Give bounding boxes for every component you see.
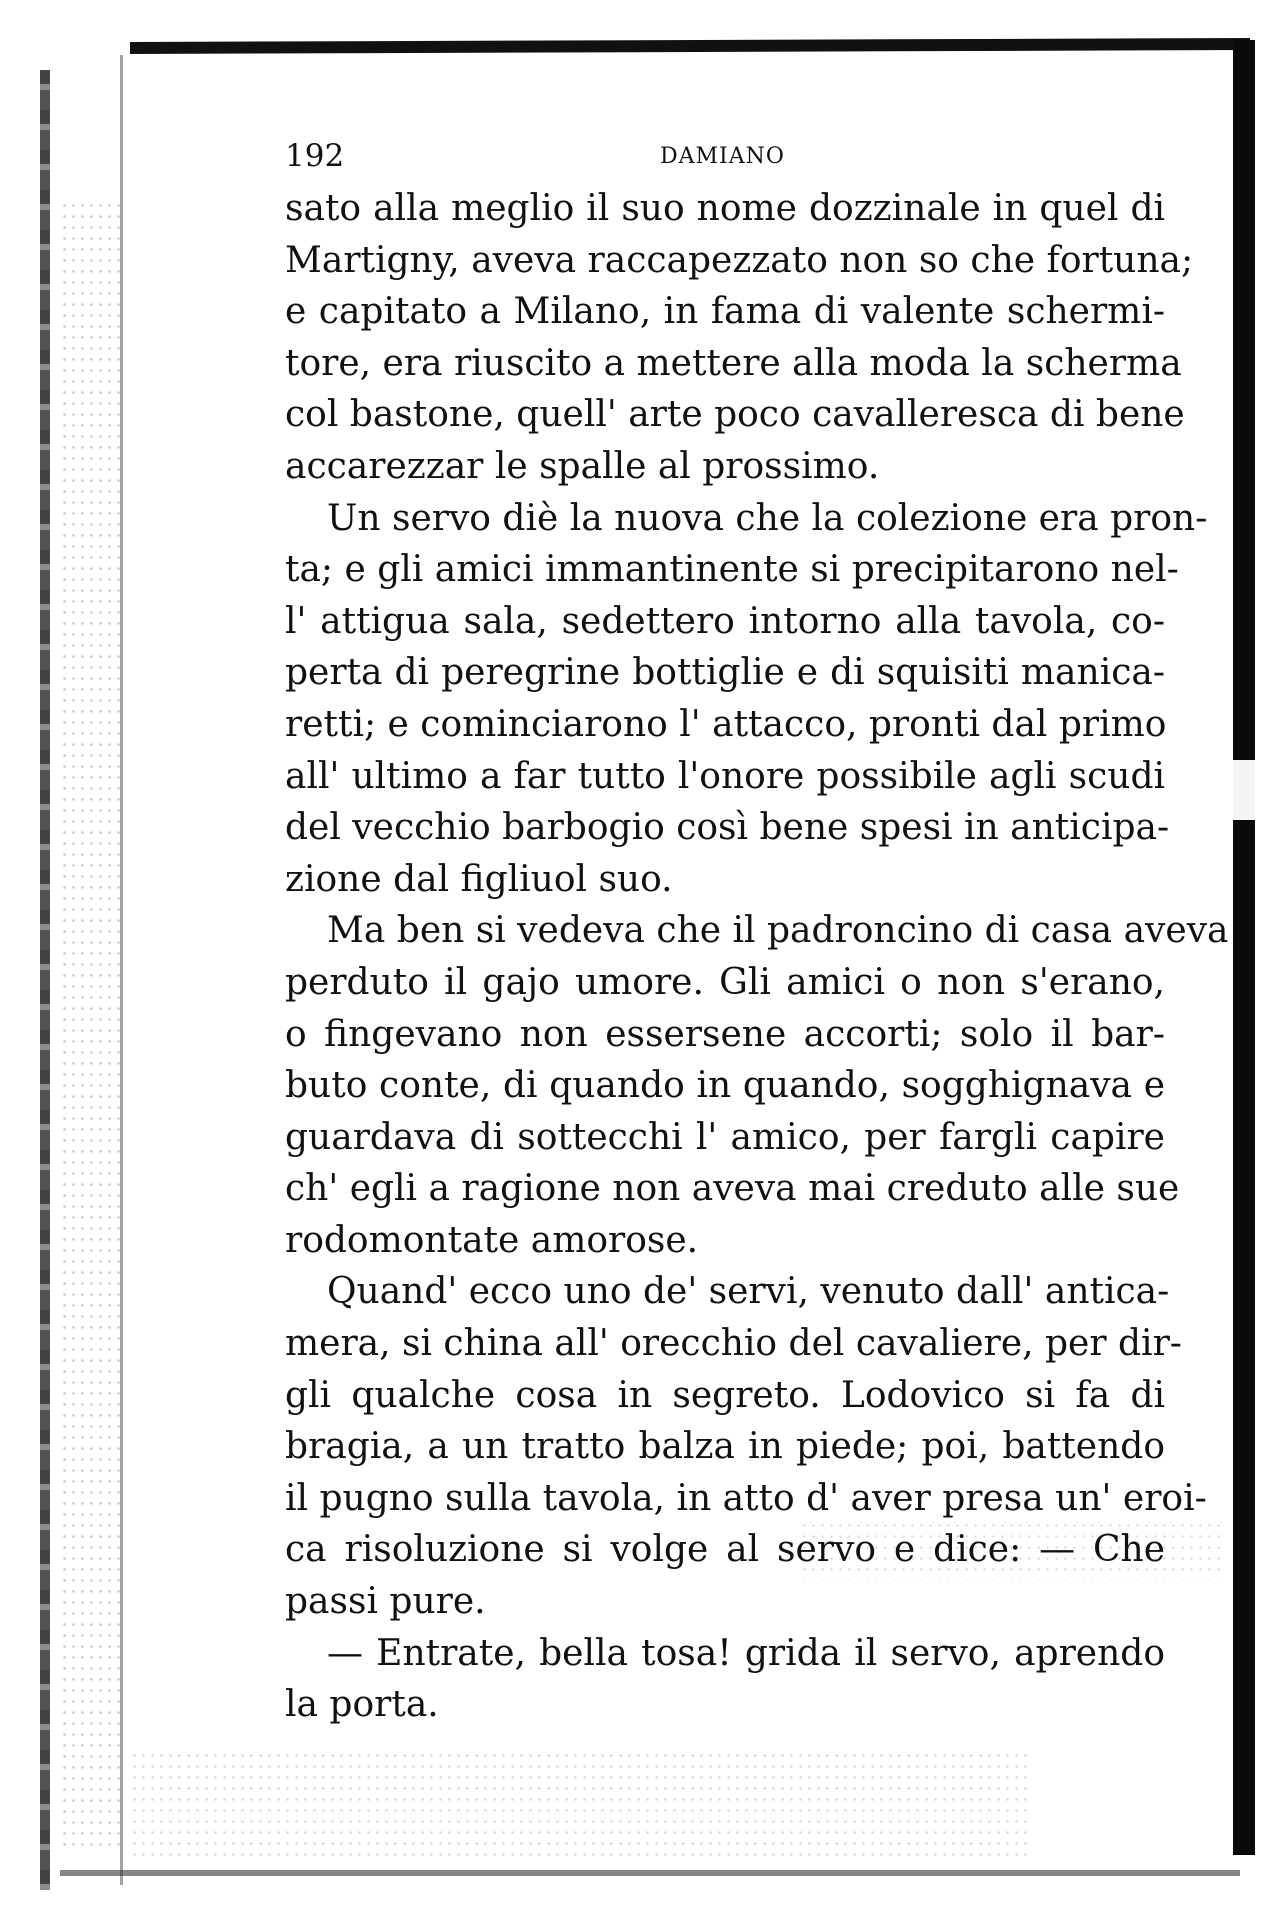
- text-line: l' attigua sala, sedettero intorno alla tavola, co-: [285, 600, 1165, 642]
- page-edge-left-inner: [120, 55, 123, 1885]
- text-line: Un servo diè la nuova che la colezione era pron-: [327, 497, 1208, 539]
- text-line: retti; e cominciarono l' attacco, pronti dal primo: [285, 703, 1167, 745]
- text-line: ca risoluzione si volge al servo e dice: — Che: [285, 1529, 1165, 1571]
- text-line: Ma ben si vedeva che il padroncino di casa aveva: [327, 910, 1229, 952]
- text-line: buto conte, di quando in quando, sogghignava e: [285, 1065, 1165, 1107]
- text-line: gli qualche cosa in segreto. Lodovico si fa di: [285, 1374, 1165, 1416]
- scan-noise-bottom: [130, 1750, 1030, 1860]
- text-line: perta di peregrine bottiglie e di squisiti manica-: [285, 652, 1165, 694]
- page-edge-left: [40, 70, 50, 1890]
- text-line: e capitato a Milano, in fama di valente schermi-: [285, 291, 1165, 333]
- page-edge-top: [130, 38, 1250, 54]
- body-text: [285, 183, 1229, 1731]
- text-line: sato alla meglio il suo nome dozzinale in quel di: [285, 188, 1165, 229]
- text-line: tore, era riuscito a mettere alla moda la scherma: [285, 342, 1182, 384]
- text-line: perduto il gajo umore. Gli amici o non s'erano,: [285, 961, 1165, 1003]
- text-line: Quand' ecco uno de' servi, venuto dall' antica-: [327, 1271, 1170, 1313]
- text-line: — Entrate, bella tosa! grida il servo, aprendo: [327, 1632, 1165, 1674]
- text-line: rodomontate amorose.: [285, 1219, 699, 1261]
- text-line: la porta.: [285, 1684, 439, 1726]
- text-line: all' ultimo a far tutto l'onore possibile agli scudi: [285, 755, 1165, 797]
- text-line: zione dal figliuol suo.: [285, 858, 673, 900]
- text-line: ch' egli a ragione non aveva mai creduto alle sue: [285, 1168, 1180, 1210]
- page-edge-right: [1233, 40, 1255, 1855]
- text-line: o fingevano non essersene accorti; solo il bar-: [285, 1013, 1165, 1055]
- text-line: bragia, a un tratto balza in piede; poi, battendo: [285, 1426, 1165, 1468]
- page-edge-right-gap: [1233, 760, 1255, 820]
- text-line: Martigny, aveva raccapezzato non so che fortuna;: [285, 239, 1194, 281]
- text-line: accarezzar le spalle al prossimo.: [285, 445, 880, 487]
- page-edge-bottom: [60, 1870, 1240, 1876]
- text-line: il pugno sulla tavola, in atto d' aver presa un' eroi-: [285, 1477, 1207, 1519]
- page-number: 192: [285, 138, 345, 174]
- text-line: mera, si china all' orecchio del cavaliere, per dir-: [285, 1323, 1182, 1365]
- running-title: DAMIANO: [660, 144, 785, 169]
- text-line: del vecchio barbogio così bene spesi in anticipa-: [285, 807, 1170, 849]
- page-header: [285, 138, 1165, 178]
- text-line: guardava di sottecchi l' amico, per fargli capire: [285, 1116, 1165, 1158]
- text-line: ta; e gli amici immantinente si precipitarono nel-: [285, 549, 1179, 591]
- text-line: col bastone, quell' arte poco cavalleresca di bene: [285, 394, 1185, 436]
- text-line: passi pure.: [285, 1581, 486, 1623]
- scan-noise-left: [60, 200, 120, 1850]
